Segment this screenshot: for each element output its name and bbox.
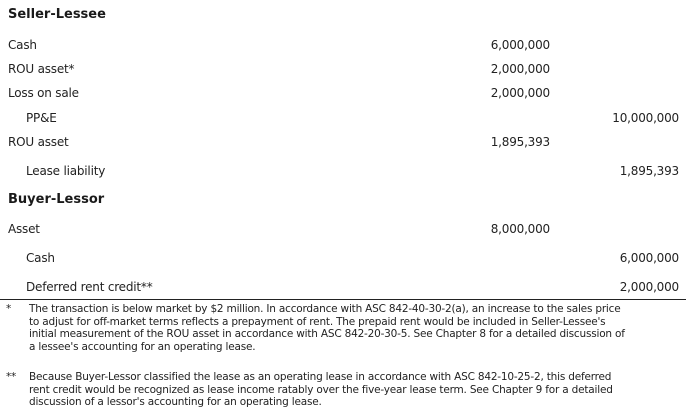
seller-lessee-heading: Seller-Lessee (8, 7, 106, 22)
debit-amount: 1,895,393 (490, 135, 550, 149)
entry-row-lease-liability (0, 164, 686, 184)
debit-amount: 8,000,000 (490, 222, 550, 236)
footnote-marker: * (6, 303, 12, 315)
footnote-line: a lessee's accounting for an operating lease. (29, 340, 256, 353)
footnote-line: discussion of a lessor's accounting for an operating lease. (29, 396, 322, 409)
account-label: Cash (26, 251, 55, 265)
entry-row-ppe (0, 111, 686, 131)
credit-amount: 10,000,000 (612, 111, 679, 125)
credit-amount: 2,000,000 (619, 280, 679, 294)
debit-amount: 2,000,000 (490, 62, 550, 76)
account-label: Lease liability (26, 164, 106, 178)
debit-amount: 6,000,000 (490, 38, 550, 52)
account-label: Asset (8, 222, 40, 236)
entry-row-cash (0, 38, 686, 58)
account-label: Cash (8, 38, 37, 52)
credit-amount: 6,000,000 (619, 251, 679, 265)
footnote-line: initial measurement of the ROU asset in accordance with ASC 842-20-30-5. See Chapter 8 for a detailed discussion of (29, 328, 625, 341)
entry-row-cash-credit (0, 251, 686, 271)
account-label: PP&E (26, 111, 57, 125)
footnote-line: Because Buyer-Lessor classified the lease as an operating lease in accordance with ASC 842-10-25-2, this deferred (29, 371, 612, 383)
credit-amount: 1,895,393 (619, 164, 679, 178)
footnote-text (29, 303, 683, 353)
account-label: Loss on sale (8, 86, 79, 100)
account-label: Deferred rent credit** (26, 280, 153, 294)
footnote-line: The transaction is below market by $2 million. In accordance with ASC 842-40-30-2(a), an increase to the sales price (29, 303, 621, 315)
entry-row-loss-on-sale (0, 86, 686, 106)
entry-row-asset (0, 222, 686, 242)
account-label: ROU asset (8, 135, 69, 149)
footnote-text (29, 371, 683, 409)
footnote-line: rent credit would be recognized as lease income ratably over the five-year lease term. See Chapter 9 for a detailed (29, 383, 613, 396)
buyer-lessor-heading: Buyer-Lessor (8, 192, 105, 207)
account-label: ROU asset* (8, 62, 75, 76)
entry-row-deferred-rent-credit (0, 280, 686, 300)
footnote-marker: ** (6, 371, 17, 383)
footnote-divider (0, 299, 686, 300)
debit-amount: 2,000,000 (490, 86, 550, 100)
footnote-line: to adjust for off-market terms reflects a prepayment of rent. The prepaid rent would be included in Seller-Lessee's (29, 315, 606, 328)
entry-row-rou-asset (0, 135, 686, 155)
entry-row-rou-asset-star (0, 62, 686, 82)
